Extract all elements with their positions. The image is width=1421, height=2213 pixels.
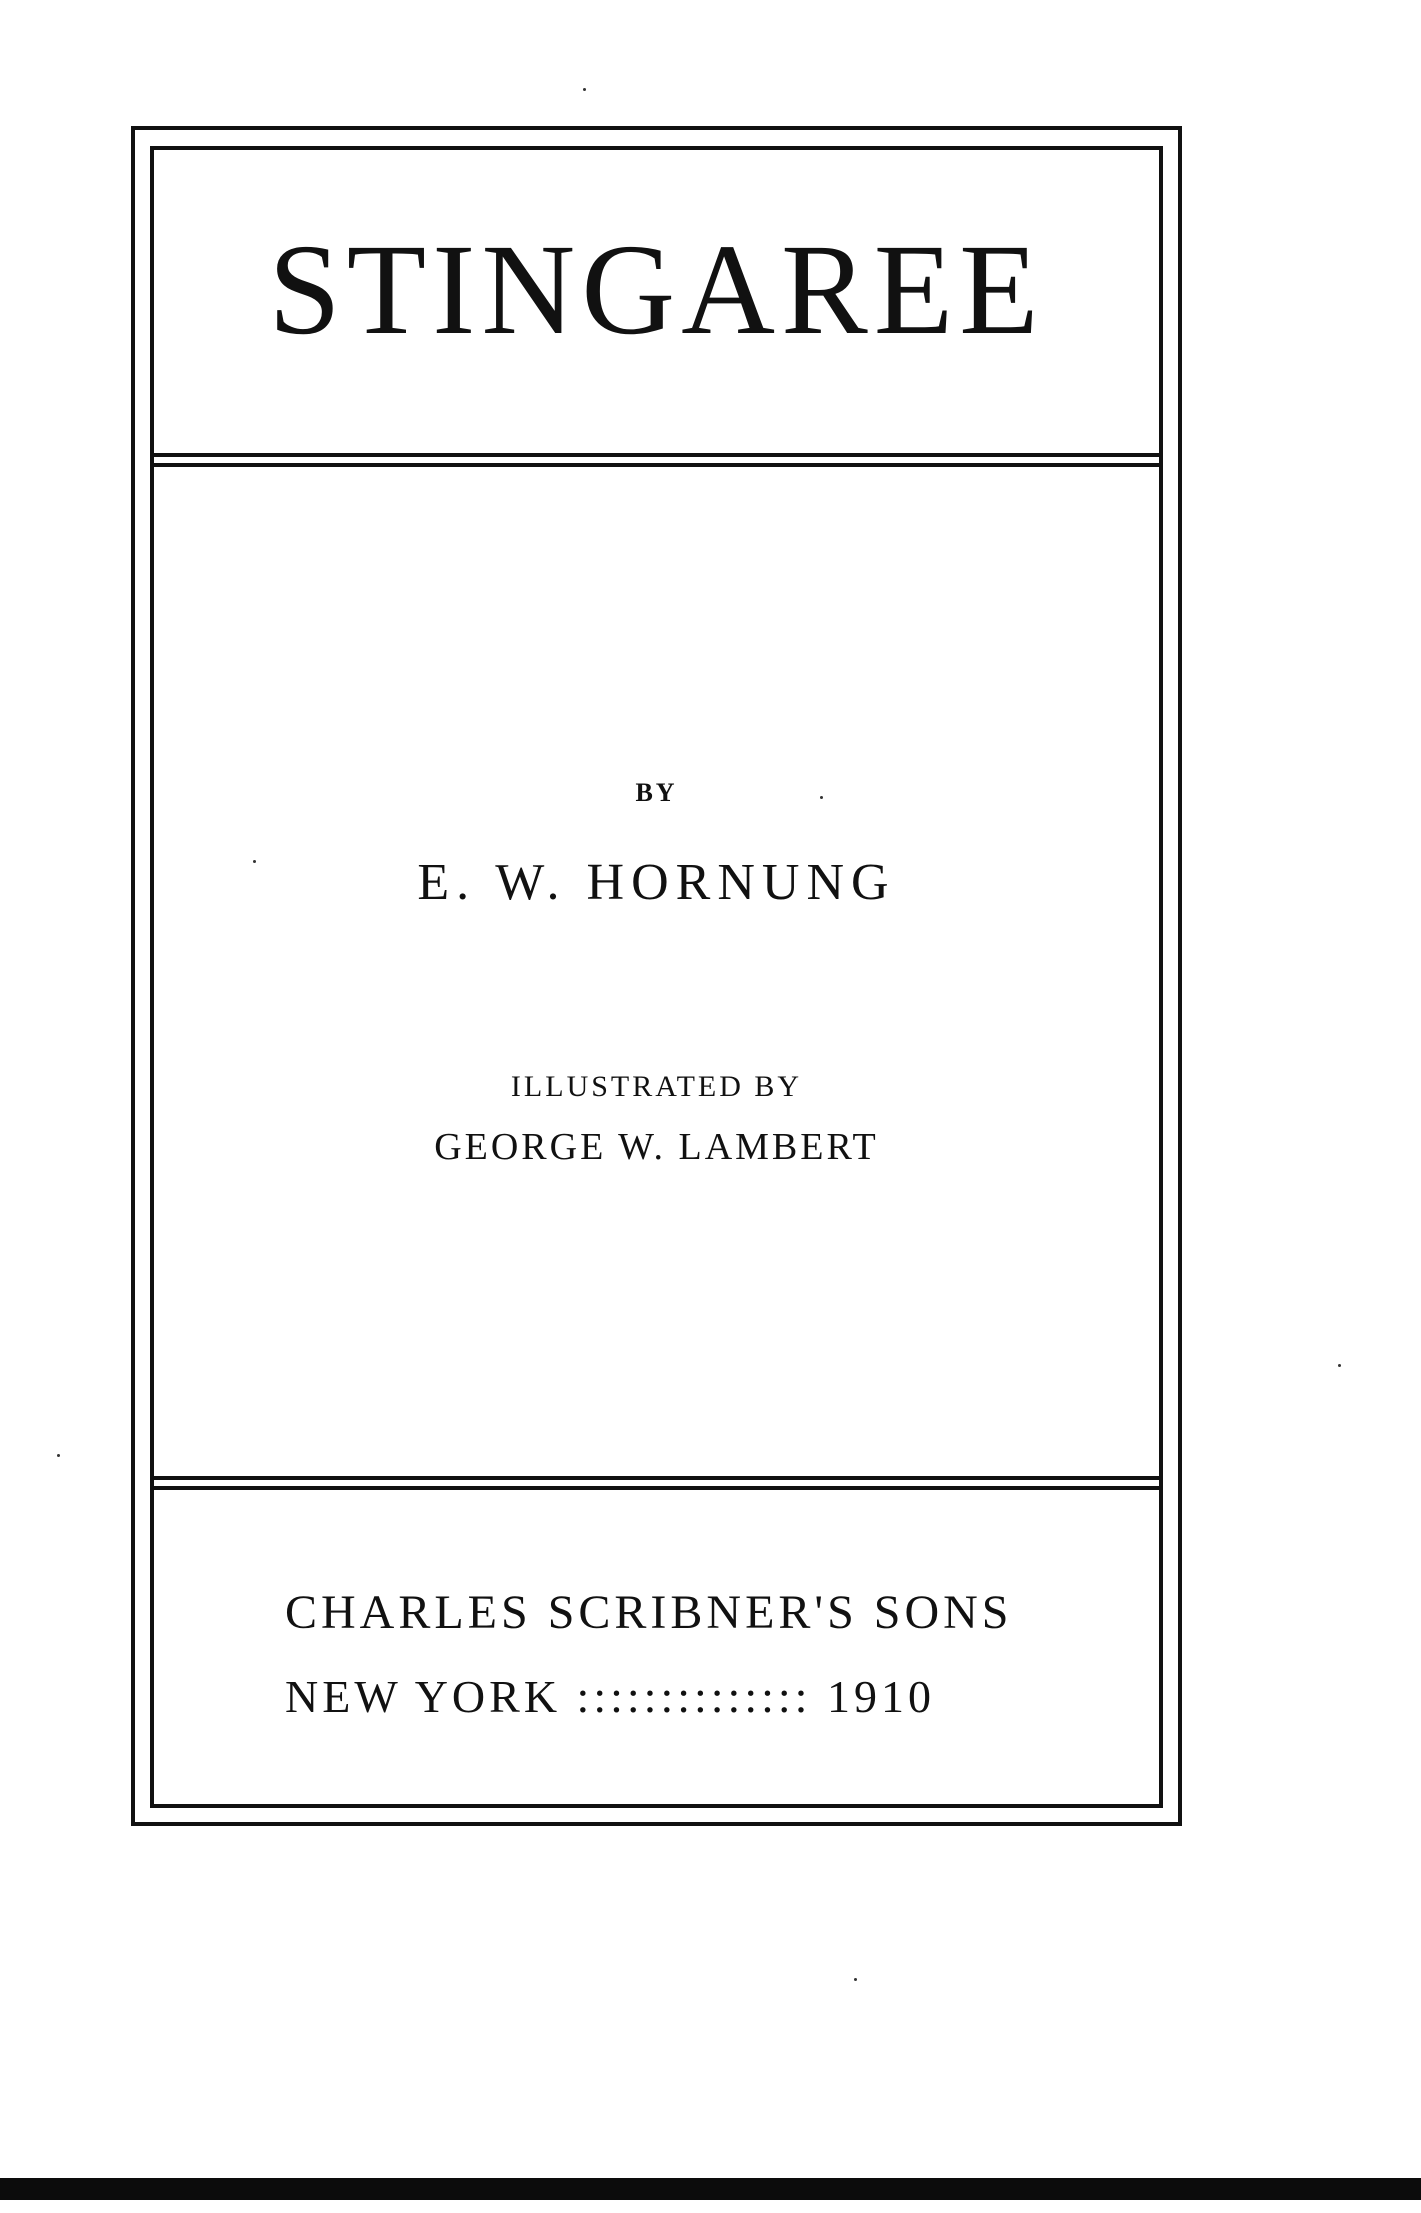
publisher-name: CHARLES SCRIBNER'S SONS [285, 1586, 1013, 1639]
scan-speck [583, 88, 586, 91]
scan-edge-bar [0, 2178, 1421, 2200]
book-title: STINGAREE [268, 218, 1045, 362]
inner-border [150, 146, 1163, 1808]
imprint-line: NEW YORK :::::::::::::: 1910 [285, 1671, 935, 1722]
by-label: BY [635, 778, 678, 807]
illustrated-by-label: ILLUSTRATED BY [510, 1070, 803, 1103]
scan-speck [854, 1978, 857, 1981]
illustrator-name: GEORGE W. LAMBERT [434, 1126, 879, 1168]
scan-speck [820, 796, 823, 799]
bottom-double-rule [150, 1476, 1163, 1490]
top-double-rule [150, 453, 1163, 467]
scan-speck [253, 860, 256, 863]
scan-speck [57, 1454, 60, 1457]
author-name: E. W. HORNUNG [417, 854, 896, 911]
scan-speck [1338, 1364, 1341, 1367]
